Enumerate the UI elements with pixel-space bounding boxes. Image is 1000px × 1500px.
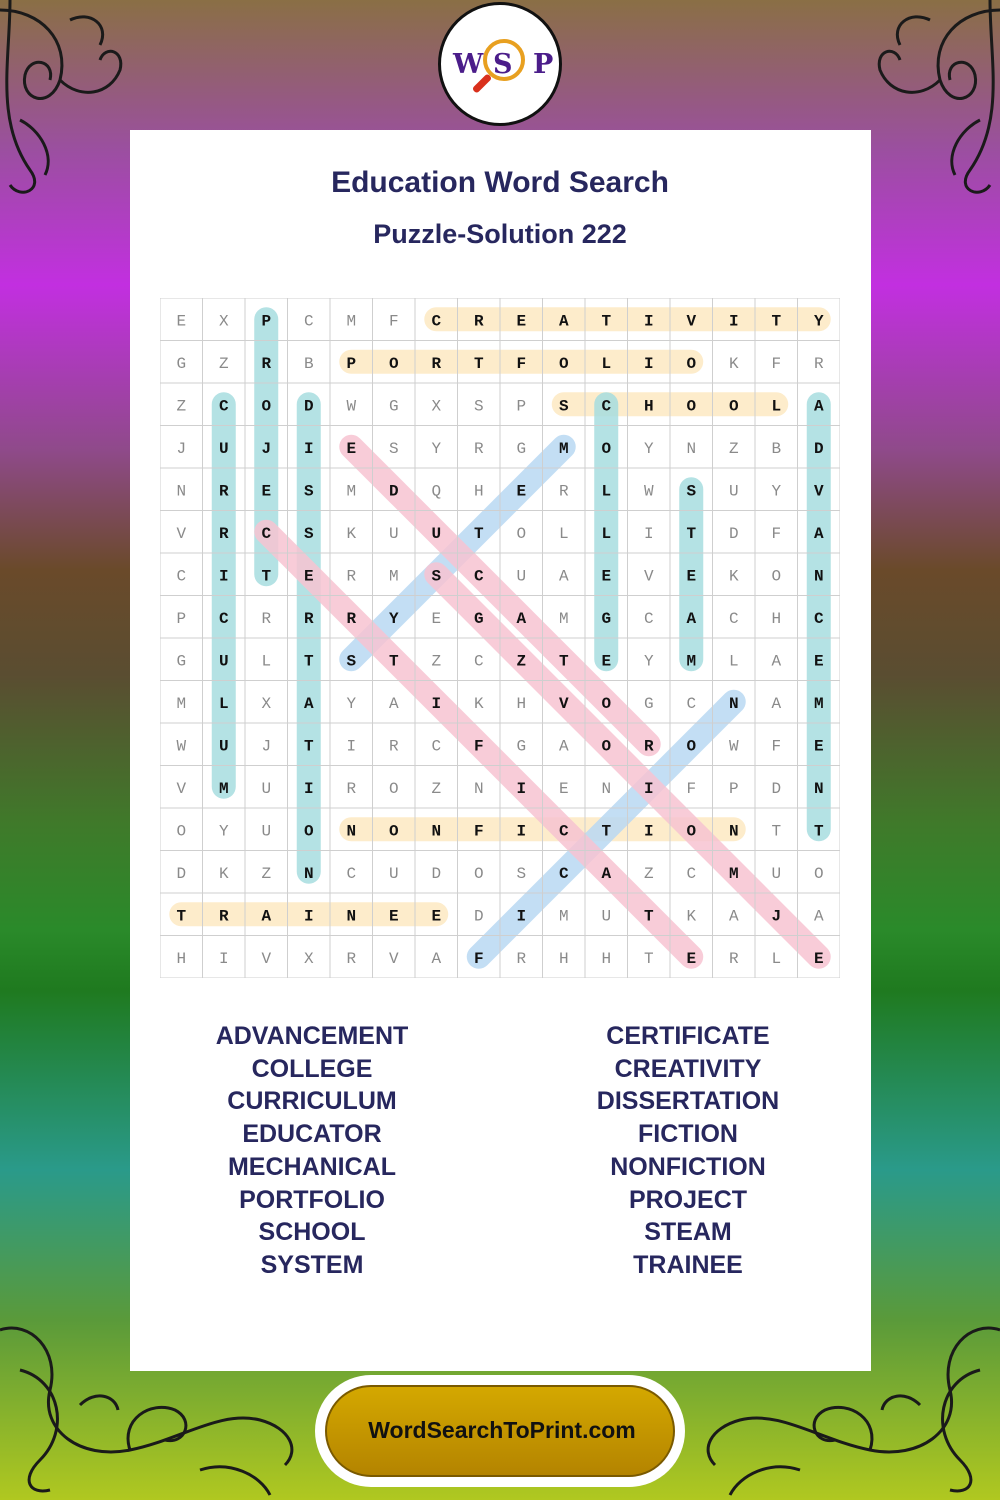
grid-cell-letter[interactable]: M <box>346 482 357 501</box>
grid-cell-letter[interactable]: M <box>388 567 399 586</box>
grid-cell-letter[interactable]: T <box>388 652 399 671</box>
grid-cell-letter[interactable]: M <box>176 694 187 713</box>
word-list-item: CERTIFICATE <box>606 1022 770 1050</box>
grid-cell-letter[interactable]: Y <box>771 482 782 501</box>
grid-cell-letter[interactable]: H <box>473 482 484 501</box>
grid-cell-letter[interactable]: Z <box>728 439 739 458</box>
grid-cell-letter[interactable]: E <box>346 439 357 458</box>
grid-cell-letter[interactable]: W <box>643 482 654 501</box>
grid-cell-letter[interactable]: S <box>303 524 314 543</box>
grid-cell-letter[interactable]: R <box>643 737 654 756</box>
grid-cell-letter[interactable]: R <box>388 737 399 756</box>
grid-cell-letter[interactable]: B <box>303 354 314 373</box>
grid-cell-letter[interactable]: O <box>303 822 314 841</box>
grid-cell-letter[interactable]: E <box>813 949 824 968</box>
grid-cell-letter[interactable]: D <box>431 864 442 883</box>
grid-cell-letter[interactable]: D <box>303 397 314 416</box>
grid-cell-letter[interactable]: C <box>218 397 229 416</box>
grid-cell-letter[interactable]: M <box>686 652 697 671</box>
grid-cell-letter[interactable]: S <box>686 482 697 501</box>
grid-cell-letter[interactable]: T <box>813 822 824 841</box>
grid-cell-letter[interactable]: N <box>813 567 824 586</box>
word-list-item: TRAINEE <box>633 1250 743 1279</box>
grid-cell-letter[interactable]: J <box>771 907 782 926</box>
grid-cell-letter[interactable]: Y <box>813 312 824 331</box>
grid-cell-letter[interactable]: C <box>431 312 442 331</box>
grid-cell-letter[interactable]: O <box>686 354 697 373</box>
grid-cell-letter[interactable]: Z <box>261 864 272 883</box>
grid-cell-letter[interactable]: O <box>686 822 697 841</box>
grid-cell-letter[interactable]: H <box>771 609 782 628</box>
grid-cell-letter[interactable]: R <box>728 949 739 968</box>
grid-cell-letter[interactable]: C <box>558 864 569 883</box>
grid-cell-letter[interactable]: M <box>346 312 357 331</box>
grid-cell-letter[interactable]: O <box>601 439 612 458</box>
grid-cell-letter[interactable]: O <box>686 397 697 416</box>
grid-cell-letter[interactable]: I <box>728 312 739 331</box>
grid-cell-letter[interactable]: G <box>601 609 612 628</box>
grid-cell-letter[interactable]: K <box>473 694 484 713</box>
grid-cell-letter[interactable]: O <box>771 567 782 586</box>
grid-cell-letter[interactable]: E <box>303 567 314 586</box>
grid-cell-letter[interactable]: C <box>601 397 612 416</box>
grid-cell-letter[interactable]: G <box>643 694 654 713</box>
grid-cell-letter[interactable]: U <box>728 482 739 501</box>
grid-cell-letter[interactable]: R <box>516 949 527 968</box>
grid-cell-letter[interactable]: O <box>473 864 484 883</box>
grid-cell-letter[interactable]: C <box>558 822 569 841</box>
grid-cell-letter[interactable]: K <box>218 864 229 883</box>
grid-cell-letter[interactable]: A <box>813 524 824 543</box>
grid-cell-letter[interactable]: A <box>686 609 697 628</box>
grid-cell-letter[interactable]: E <box>388 907 399 926</box>
grid-cell-letter[interactable]: C <box>813 609 824 628</box>
word-list-item: CURRICULUM <box>227 1087 397 1116</box>
grid-cell-letter[interactable]: E <box>813 737 824 756</box>
grid-cell-letter[interactable]: I <box>516 779 527 798</box>
grid-cell-letter[interactable]: E <box>558 779 569 798</box>
footer-site-link[interactable]: WordSearchToPrint.com <box>368 1417 636 1443</box>
grid-cell-letter[interactable]: A <box>813 907 824 926</box>
grid-cell-letter[interactable]: D <box>176 864 187 883</box>
grid-cell-letter[interactable]: W <box>346 397 357 416</box>
grid-cell-letter[interactable]: S <box>558 397 569 416</box>
grid-cell-letter[interactable]: E <box>601 652 612 671</box>
word-list-item: PORTFOLIO <box>239 1185 385 1214</box>
grid-cell-letter[interactable]: G <box>473 609 484 628</box>
word-list-item: SCHOOL <box>258 1218 366 1247</box>
grid-cell-letter[interactable]: C <box>176 567 187 586</box>
ornament-top-left-icon <box>0 0 130 200</box>
grid-cell-letter[interactable]: T <box>643 907 654 926</box>
grid-cell-letter[interactable]: U <box>431 524 442 543</box>
grid-cell-letter[interactable]: T <box>686 524 697 543</box>
grid-cell-letter[interactable]: E <box>431 907 442 926</box>
grid-cell-letter[interactable]: C <box>473 652 484 671</box>
puzzle-title: Education Word Search <box>331 166 669 199</box>
grid-cell-letter[interactable]: M <box>728 864 739 883</box>
grid-cell-letter[interactable]: O <box>686 737 697 756</box>
grid-cell-letter[interactable]: T <box>601 312 612 331</box>
grid-cell-letter[interactable]: V <box>686 312 697 331</box>
grid-cell-letter[interactable]: T <box>643 949 654 968</box>
grid-cell-letter[interactable]: I <box>303 779 314 798</box>
grid-cell-letter[interactable]: J <box>261 737 272 756</box>
grid-cell-letter[interactable]: T <box>176 907 187 926</box>
grid-cell-letter[interactable]: T <box>261 567 272 586</box>
grid-cell-letter[interactable]: R <box>303 609 314 628</box>
grid-cell-letter[interactable]: L <box>601 524 612 543</box>
grid-cell-letter[interactable]: Z <box>218 354 229 373</box>
grid-cell-letter[interactable]: S <box>473 397 484 416</box>
grid-cell-letter[interactable]: R <box>346 779 357 798</box>
grid-cell-letter[interactable]: R <box>261 609 272 628</box>
word-list-item: PROJECT <box>628 1185 748 1214</box>
grid-cell-letter[interactable]: U <box>601 907 612 926</box>
grid-cell-letter[interactable]: T <box>601 822 612 841</box>
grid-cell-letter[interactable]: Y <box>218 822 229 841</box>
grid-cell-letter[interactable]: K <box>686 907 697 926</box>
grid-cell-letter[interactable]: L <box>218 694 229 713</box>
grid-cell-letter[interactable]: Y <box>643 652 654 671</box>
grid-cell-letter[interactable]: C <box>473 567 484 586</box>
grid-cell-letter[interactable]: E <box>261 482 272 501</box>
grid-cell-letter[interactable]: K <box>728 354 739 373</box>
grid-cell-letter[interactable]: N <box>686 439 697 458</box>
grid-cell-letter[interactable]: A <box>558 567 569 586</box>
grid-cell-letter[interactable]: F <box>473 822 484 841</box>
word-list-item: MECHANICAL <box>227 1152 397 1181</box>
grid-cell-letter[interactable]: U <box>771 864 782 883</box>
grid-cell-letter[interactable]: T <box>771 822 782 841</box>
grid-cell-letter[interactable]: F <box>473 949 484 968</box>
grid-cell-letter[interactable]: R <box>218 907 229 926</box>
grid-cell-letter[interactable]: Z <box>431 652 442 671</box>
grid-cell-letter[interactable]: A <box>558 737 569 756</box>
grid-cell-letter[interactable]: C <box>431 737 442 756</box>
grid-cell-letter[interactable]: O <box>601 694 612 713</box>
grid-cell-letter[interactable]: C <box>686 694 697 713</box>
grid-cell-letter[interactable]: N <box>346 907 357 926</box>
grid-cell-letter[interactable]: U <box>388 864 399 883</box>
grid-cell-letter[interactable]: C <box>686 864 697 883</box>
grid-cell-letter[interactable]: X <box>218 312 229 331</box>
grid-cell-letter[interactable]: L <box>601 482 612 501</box>
grid-cell-letter[interactable]: U <box>388 524 399 543</box>
grid-cell-letter[interactable]: R <box>261 354 272 373</box>
grid-cell-letter[interactable]: Z <box>516 652 527 671</box>
grid-cell-letter[interactable]: R <box>346 949 357 968</box>
grid-cell-letter[interactable]: V <box>261 949 272 968</box>
grid-cell-letter[interactable]: C <box>643 609 654 628</box>
grid-cell-letter[interactable]: C <box>303 312 314 331</box>
grid-cell-letter[interactable]: A <box>813 397 824 416</box>
grid-cell-letter[interactable]: D <box>813 439 824 458</box>
grid-cell-letter[interactable]: N <box>728 822 739 841</box>
grid-cell-letter[interactable]: N <box>728 694 739 713</box>
grid-cell-letter[interactable]: A <box>558 312 569 331</box>
word-list-left <box>122 1020 502 1282</box>
grid-cell-letter[interactable]: J <box>261 439 272 458</box>
grid-cell-letter[interactable]: L <box>771 397 782 416</box>
grid-cell-letter[interactable]: P <box>176 609 187 628</box>
grid-cell-letter[interactable]: X <box>303 949 314 968</box>
grid-cell-letter[interactable]: M <box>558 609 569 628</box>
grid-cell-letter[interactable]: A <box>431 949 442 968</box>
word-list-item: FICTION <box>638 1120 738 1149</box>
word-list-item: DISSERTATION <box>596 1087 780 1116</box>
grid-cell-letter[interactable]: A <box>303 694 314 713</box>
grid-cell-letter[interactable]: R <box>218 524 229 543</box>
grid-cell-letter[interactable]: A <box>771 694 782 713</box>
grid-cell-letter[interactable]: E <box>686 567 697 586</box>
grid-cell-letter[interactable]: O <box>601 737 612 756</box>
grid-cell-letter[interactable]: A <box>261 907 272 926</box>
grid-cell-letter[interactable]: N <box>346 822 357 841</box>
grid-cell-letter[interactable]: G <box>176 354 187 373</box>
grid-cell-letter[interactable]: T <box>303 737 314 756</box>
grid-cell-letter[interactable]: H <box>601 949 612 968</box>
grid-cell-letter[interactable]: D <box>473 907 484 926</box>
grid-cell-letter[interactable]: F <box>771 354 782 373</box>
grid-cell-letter[interactable]: P <box>346 354 357 373</box>
puzzle-subtitle: Puzzle-Solution 222 <box>373 219 627 249</box>
grid-cell-letter[interactable]: N <box>176 482 187 501</box>
grid-cell-letter[interactable]: S <box>303 482 314 501</box>
word-list-item: SYSTEM <box>260 1250 364 1279</box>
grid-cell-letter[interactable]: G <box>176 652 187 671</box>
ornament-bottom-left-icon <box>0 1310 320 1500</box>
grid-cell-letter[interactable]: K <box>728 567 739 586</box>
ornament-top-right-icon <box>870 0 1000 200</box>
grid-cell-letter[interactable]: O <box>388 822 399 841</box>
grid-cell-letter[interactable]: O <box>176 822 187 841</box>
grid-cell-letter[interactable]: H <box>516 694 527 713</box>
grid-cell-letter[interactable]: E <box>516 312 527 331</box>
grid-cell-letter[interactable]: R <box>558 482 569 501</box>
grid-cell-letter[interactable]: V <box>558 694 569 713</box>
grid-cell-letter[interactable]: N <box>813 779 824 798</box>
grid-cell-letter[interactable]: O <box>388 354 399 373</box>
grid-cell-letter[interactable]: S <box>516 864 527 883</box>
word-list-item: ADVANCEMENT <box>215 1022 409 1050</box>
grid-cell-letter[interactable]: A <box>771 652 782 671</box>
grid-cell-letter[interactable]: U <box>261 822 272 841</box>
word-list-right <box>498 1020 878 1282</box>
grid-cell-letter[interactable]: T <box>771 312 782 331</box>
grid-cell-letter[interactable]: M <box>558 439 569 458</box>
grid-cell-letter[interactable]: U <box>218 439 229 458</box>
grid-cell-letter[interactable]: Y <box>643 439 654 458</box>
grid-cell-letter[interactable]: U <box>218 652 229 671</box>
grid-cell-letter[interactable]: A <box>728 907 739 926</box>
grid-cell-letter[interactable]: Y <box>388 609 399 628</box>
grid-cell-letter[interactable]: J <box>176 439 187 458</box>
grid-cell-letter[interactable]: T <box>473 524 484 543</box>
grid-cell-letter[interactable]: M <box>558 907 569 926</box>
grid-cell-letter[interactable]: L <box>728 652 739 671</box>
grid-cell-letter[interactable]: S <box>431 567 442 586</box>
grid-cell-letter[interactable]: I <box>516 907 527 926</box>
grid-cell-letter[interactable]: R <box>473 439 484 458</box>
grid-cell-letter[interactable]: V <box>176 524 187 543</box>
grid-cell-letter[interactable]: W <box>176 737 187 756</box>
grid-cell-letter[interactable]: I <box>218 949 229 968</box>
word-list-item: STEAM <box>644 1218 732 1247</box>
grid-cell-letter[interactable]: E <box>176 312 187 331</box>
grid-cell-letter[interactable]: I <box>643 312 654 331</box>
grid-cell-letter[interactable]: C <box>261 524 272 543</box>
grid-cell-letter[interactable]: V <box>643 567 654 586</box>
grid-cell-letter[interactable]: O <box>728 397 739 416</box>
grid-cell-letter[interactable]: R <box>473 312 484 331</box>
grid-cell-letter[interactable]: P <box>261 312 272 331</box>
grid-cell-letter[interactable]: V <box>176 779 187 798</box>
grid-cell-letter[interactable]: X <box>431 397 442 416</box>
word-list-item: EDUCATOR <box>242 1120 382 1149</box>
footer-button[interactable] <box>325 1385 675 1477</box>
grid-cell-letter[interactable]: U <box>261 779 272 798</box>
grid-cell-letter[interactable]: R <box>218 482 229 501</box>
grid-cell-letter[interactable]: F <box>686 779 697 798</box>
word-list-item: CREATIVITY <box>614 1054 762 1083</box>
grid-cell-letter[interactable]: C <box>728 609 739 628</box>
grid-cell-letter[interactable]: Z <box>176 397 187 416</box>
grid-cell-letter[interactable]: I <box>643 822 654 841</box>
grid-cell-letter[interactable]: D <box>771 779 782 798</box>
grid-cell-letter[interactable]: N <box>473 779 484 798</box>
grid-cell-letter[interactable]: E <box>813 652 824 671</box>
grid-cell-letter[interactable]: E <box>601 567 612 586</box>
grid-cell-letter[interactable]: I <box>218 567 229 586</box>
grid-cell-letter[interactable]: T <box>473 354 484 373</box>
grid-cell-letter[interactable]: X <box>261 694 272 713</box>
word-list-item: COLLEGE <box>251 1054 373 1083</box>
grid-cell-letter[interactable]: I <box>346 737 357 756</box>
grid-cell-letter[interactable]: W <box>728 737 739 756</box>
grid-cell-letter[interactable]: C <box>346 864 357 883</box>
grid-cell-letter[interactable]: O <box>516 524 527 543</box>
grid-cell-letter[interactable]: G <box>516 737 527 756</box>
grid-cell-letter[interactable]: Z <box>431 779 442 798</box>
grid-cell-letter[interactable]: T <box>303 652 314 671</box>
grid-cell-letter[interactable]: F <box>516 354 527 373</box>
grid-cell-letter[interactable]: I <box>303 907 314 926</box>
grid-cell-letter[interactable]: C <box>218 609 229 628</box>
grid-cell-letter[interactable]: D <box>388 482 399 501</box>
grid-cell-letter[interactable]: E <box>431 609 442 628</box>
grid-cell-letter[interactable]: Y <box>431 439 442 458</box>
grid-cell-letter[interactable]: H <box>643 397 654 416</box>
grid-cell-letter[interactable]: L <box>771 949 782 968</box>
grid-cell-letter[interactable]: I <box>643 354 654 373</box>
grid-cell-letter[interactable]: L <box>558 524 569 543</box>
grid-cell-letter[interactable]: U <box>516 567 527 586</box>
grid-cell-letter[interactable]: R <box>346 567 357 586</box>
grid-cell-letter[interactable]: P <box>728 779 739 798</box>
grid-cell-letter[interactable]: D <box>728 524 739 543</box>
grid-cell-letter[interactable]: I <box>431 694 442 713</box>
grid-cell-letter[interactable]: L <box>261 652 272 671</box>
grid-cell-letter[interactable]: L <box>601 354 612 373</box>
grid-cell-letter[interactable]: S <box>388 439 399 458</box>
grid-cell-letter[interactable]: I <box>643 524 654 543</box>
grid-cell-letter[interactable]: I <box>303 439 314 458</box>
site-logo[interactable] <box>438 2 562 126</box>
grid-cell-letter[interactable]: S <box>346 652 357 671</box>
grid-cell-letter[interactable]: I <box>643 779 654 798</box>
grid-cell-letter[interactable]: Q <box>431 482 442 501</box>
logo-letter-p: P <box>533 49 554 80</box>
grid-cell-letter[interactable]: H <box>176 949 187 968</box>
logo-letter-w: W <box>453 49 484 80</box>
grid-cell-letter[interactable]: H <box>558 949 569 968</box>
grid-cell-letter[interactable]: E <box>516 482 527 501</box>
grid-cell-letter[interactable]: F <box>388 312 399 331</box>
grid-cell-letter[interactable]: O <box>813 864 824 883</box>
grid-cell-letter[interactable]: P <box>516 397 527 416</box>
ornament-bottom-right-icon <box>680 1310 1000 1500</box>
grid-cell-letter[interactable]: O <box>558 354 569 373</box>
grid-cell-letter[interactable]: M <box>813 694 824 713</box>
word-list-item: NONFICTION <box>610 1152 766 1181</box>
grid-cell-letter[interactable]: O <box>261 397 272 416</box>
grid-cell-letter[interactable]: A <box>601 864 612 883</box>
grid-cell-letter[interactable]: G <box>388 397 399 416</box>
grid-cell-letter[interactable]: I <box>516 822 527 841</box>
grid-cell-letter[interactable]: N <box>431 822 442 841</box>
grid-cell-letter[interactable]: Z <box>643 864 654 883</box>
grid-cell-letter[interactable]: R <box>431 354 442 373</box>
word-search-grid <box>160 298 840 978</box>
grid-cell-letter[interactable]: F <box>771 524 782 543</box>
grid-cell-letter[interactable]: T <box>558 652 569 671</box>
logo-letter-s: S <box>493 49 513 80</box>
grid-cell-letter[interactable]: R <box>346 609 357 628</box>
grid-cell-letter[interactable]: E <box>686 949 697 968</box>
grid-cell-letter[interactable]: O <box>388 779 399 798</box>
grid-cell-letter[interactable]: N <box>601 779 612 798</box>
grid-cell-letter[interactable]: G <box>516 439 527 458</box>
grid-cell-letter[interactable]: V <box>388 949 399 968</box>
grid-cell-letter[interactable]: A <box>516 609 527 628</box>
grid-cell-letter[interactable]: N <box>303 864 314 883</box>
grid-cell-letter[interactable]: F <box>771 737 782 756</box>
grid-cell-letter[interactable]: Y <box>346 694 357 713</box>
grid-cell-letter[interactable]: M <box>218 779 229 798</box>
footer-badge[interactable] <box>315 1375 685 1487</box>
grid-cell-letter[interactable]: U <box>218 737 229 756</box>
grid-cell-letter[interactable]: F <box>473 737 484 756</box>
grid-cell-letter[interactable]: K <box>346 524 357 543</box>
grid-cell-letter[interactable]: V <box>813 482 824 501</box>
grid-cell-letter[interactable]: R <box>813 354 824 373</box>
grid-cell-letter[interactable]: A <box>388 694 399 713</box>
grid-cell-letter[interactable]: B <box>771 439 782 458</box>
